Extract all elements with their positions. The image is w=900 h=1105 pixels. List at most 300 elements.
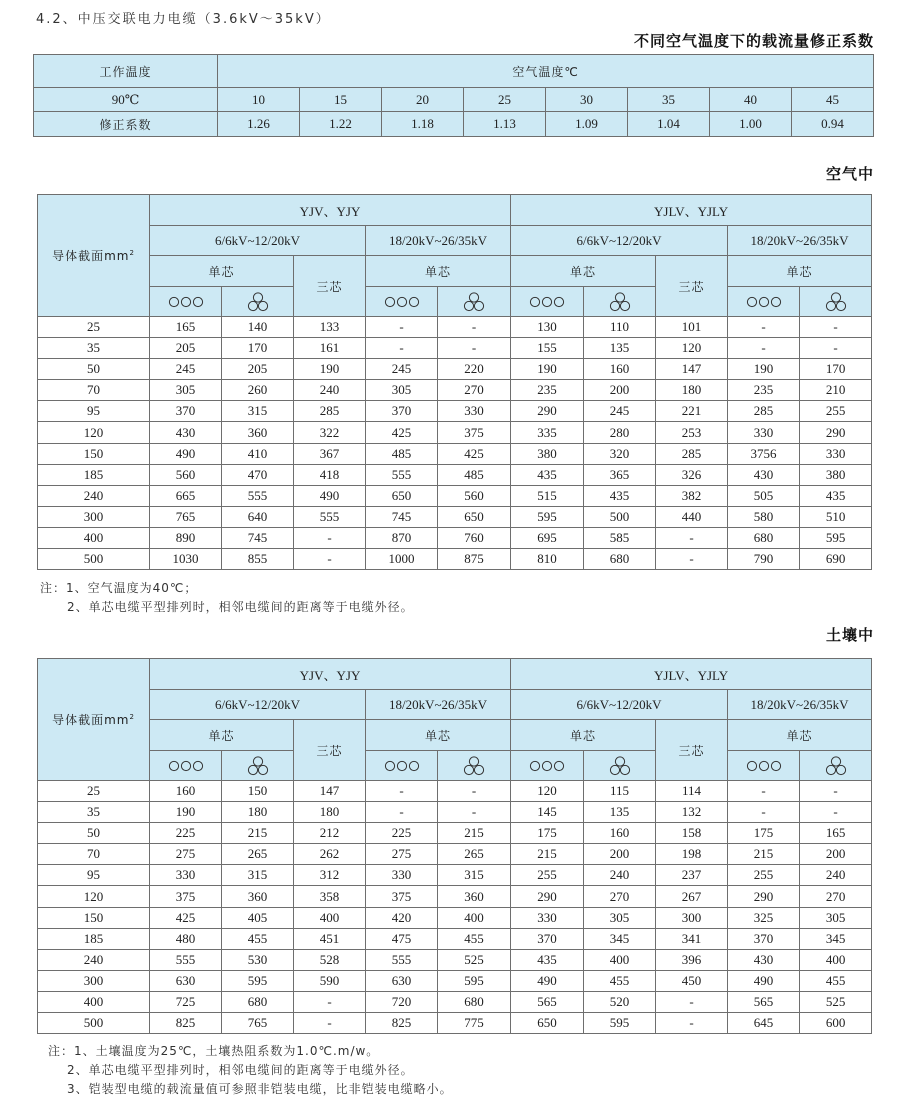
section-size-cell: 50: [38, 823, 150, 844]
ampacity-cell: -: [656, 1013, 728, 1034]
group-yjlv-header: YJLV、YJLY: [511, 659, 872, 690]
ampacity-cell: 190: [150, 802, 222, 823]
section-heading: 4.2、中压交联电力电缆（3.6kV～35kV）: [36, 12, 331, 27]
table-row: [38, 317, 872, 338]
section-size-cell: 500: [38, 1013, 150, 1034]
ampacity-cell: 315: [438, 865, 511, 886]
ampacity-cell: 435: [511, 464, 584, 485]
table-row: [38, 970, 872, 991]
note-line: 2、单芯电缆平型排列时，相邻电缆间的距离等于电缆外径。: [67, 1063, 414, 1077]
ampacity-cell: 650: [511, 1013, 584, 1034]
ampacity-cell: 175: [511, 823, 584, 844]
ampacity-cell: 221: [656, 401, 728, 422]
ampacity-cell: 245: [366, 359, 438, 380]
single-core-header: 单芯: [728, 256, 872, 287]
section-size-cell: 70: [38, 380, 150, 401]
ampacity-cell: -: [800, 338, 872, 359]
flat-arrangement-cell: [511, 751, 584, 781]
ampacity-cell: 425: [366, 422, 438, 443]
ampacity-cell: 135: [584, 802, 656, 823]
ampacity-cell: 875: [438, 549, 511, 570]
ampacity-cell: 175: [728, 823, 800, 844]
ampacity-cell: 215: [222, 823, 294, 844]
ampacity-cell: 267: [656, 886, 728, 907]
note-line: 注：1、土壤温度为25℃，土壤热阻系数为1.0℃.m/w。: [48, 1044, 380, 1058]
ampacity-cell: 262: [294, 844, 366, 865]
ampacity-cell: 120: [511, 781, 584, 802]
ampacity-cell: 235: [511, 380, 584, 401]
ampacity-cell: 101: [656, 317, 728, 338]
ampacity-cell: 180: [656, 380, 728, 401]
ampacity-cell: 490: [150, 443, 222, 464]
ampacity-cell: 240: [584, 865, 656, 886]
ampacity-cell: 305: [800, 907, 872, 928]
single-core-header: 单芯: [366, 256, 511, 287]
trefoil-arrangement-icon: [609, 292, 631, 312]
ampacity-cell: 765: [150, 506, 222, 527]
ampacity-cell: 375: [150, 886, 222, 907]
flat-arrangement-icon: [529, 296, 565, 308]
ampacity-cell: 440: [656, 506, 728, 527]
ampacity-cell: 435: [511, 949, 584, 970]
ampacity-cell: 720: [366, 991, 438, 1012]
ampacity-cell: 165: [800, 823, 872, 844]
ampacity-cell: 640: [222, 506, 294, 527]
ampacity-cell: -: [366, 338, 438, 359]
section-label: 导体截面mm: [52, 713, 130, 727]
ampacity-cell: 435: [800, 485, 872, 506]
ampacity-cell: 485: [366, 443, 438, 464]
single-core-header: 单芯: [511, 256, 656, 287]
ampacity-cell: 430: [728, 464, 800, 485]
ampacity-cell: 290: [800, 422, 872, 443]
ampacity-cell: 225: [150, 823, 222, 844]
section-label-sup: 2: [129, 249, 135, 257]
table-row: [38, 928, 872, 949]
ampacity-cell: 255: [800, 401, 872, 422]
voltage-range-header: 18/20kV~26/35kV: [366, 226, 511, 256]
ampacity-cell: 265: [438, 844, 511, 865]
temp-cell: 35: [628, 88, 710, 112]
ampacity-cell: -: [294, 1013, 366, 1034]
section-size-cell: 400: [38, 527, 150, 548]
ampacity-cell: 595: [800, 527, 872, 548]
ampacity-cell: 430: [728, 949, 800, 970]
ampacity-cell: 470: [222, 464, 294, 485]
ampacity-cell: 455: [438, 928, 511, 949]
ampacity-cell: 320: [584, 443, 656, 464]
ampacity-cell: 200: [800, 844, 872, 865]
ampacity-cell: 490: [294, 485, 366, 506]
section-size-cell: 300: [38, 506, 150, 527]
ampacity-cell: 290: [511, 401, 584, 422]
ampacity-cell: 290: [511, 886, 584, 907]
flat-arrangement-cell: [366, 751, 438, 781]
ampacity-cell: 525: [438, 949, 511, 970]
air-temp-label: 空气温度℃: [218, 55, 874, 88]
section-size-cell: 25: [38, 781, 150, 802]
ampacity-cell: -: [800, 802, 872, 823]
table-row: [38, 865, 872, 886]
ampacity-cell: 555: [150, 949, 222, 970]
ampacity-cell: 245: [584, 401, 656, 422]
ampacity-cell: 380: [800, 464, 872, 485]
group-yjv-header: YJV、YJY: [150, 659, 511, 690]
note-line: 注：1、空气温度为40℃；: [40, 581, 198, 595]
ampacity-cell: 555: [366, 464, 438, 485]
ampacity-cell: -: [438, 317, 511, 338]
ampacity-cell: 345: [584, 928, 656, 949]
single-core-header: 单芯: [150, 720, 294, 751]
section-label: 导体截面mm: [52, 249, 130, 263]
ampacity-cell: -: [294, 549, 366, 570]
soil-table-title: 土壤中: [825, 626, 874, 644]
ampacity-cell: 132: [656, 802, 728, 823]
ampacity-cell: 205: [222, 359, 294, 380]
ampacity-cell: 500: [584, 506, 656, 527]
ampacity-cell: 190: [294, 359, 366, 380]
ampacity-cell: 147: [656, 359, 728, 380]
ampacity-cell: 160: [584, 823, 656, 844]
ampacity-cell: 520: [584, 991, 656, 1012]
ampacity-cell: 1030: [150, 549, 222, 570]
ampacity-cell: 645: [728, 1013, 800, 1034]
ampacity-cell: 510: [800, 506, 872, 527]
voltage-range-header: 6/6kV~12/20kV: [150, 226, 366, 256]
ampacity-cell: 505: [728, 485, 800, 506]
section-size-cell: 185: [38, 928, 150, 949]
ampacity-cell: 155: [511, 338, 584, 359]
table-row: [38, 1013, 872, 1034]
group-yjv-header: YJV、YJY: [150, 195, 511, 226]
ampacity-cell: 165: [150, 317, 222, 338]
ampacity-cell: 365: [584, 464, 656, 485]
temp-cell: 15: [300, 88, 382, 112]
table-row: [38, 464, 872, 485]
ampacity-cell: 490: [728, 970, 800, 991]
section-size-cell: 120: [38, 886, 150, 907]
ampacity-cell: 240: [800, 865, 872, 886]
ampacity-cell: 400: [294, 907, 366, 928]
ampacity-cell: 585: [584, 527, 656, 548]
ampacity-cell: 330: [438, 401, 511, 422]
table-row: [38, 549, 872, 570]
ampacity-cell: 330: [366, 865, 438, 886]
ampacity-cell: 285: [294, 401, 366, 422]
ampacity-cell: 270: [438, 380, 511, 401]
ampacity-cell: 595: [584, 1013, 656, 1034]
ampacity-cell: 425: [150, 907, 222, 928]
trefoil-arrangement-cell: [800, 751, 872, 781]
ampacity-cell: 425: [438, 443, 511, 464]
section-size-cell: 70: [38, 844, 150, 865]
ampacity-cell: 330: [150, 865, 222, 886]
ampacity-cell: 326: [656, 464, 728, 485]
table-row: [38, 781, 872, 802]
ampacity-cell: 205: [150, 338, 222, 359]
trefoil-arrangement-icon: [825, 756, 847, 776]
ampacity-cell: 405: [222, 907, 294, 928]
section-size-cell: 240: [38, 485, 150, 506]
table-row: [38, 991, 872, 1012]
ampacity-cell: 322: [294, 422, 366, 443]
section-size-cell: 185: [38, 464, 150, 485]
ampacity-cell: 161: [294, 338, 366, 359]
ampacity-cell: 3756: [728, 443, 800, 464]
ampacity-cell: 160: [150, 781, 222, 802]
ampacity-cell: 745: [222, 527, 294, 548]
factor-cell: 1.26: [218, 112, 300, 137]
ampacity-cell: 158: [656, 823, 728, 844]
ampacity-cell: 245: [150, 359, 222, 380]
table-row: [38, 422, 872, 443]
ampacity-cell: -: [438, 781, 511, 802]
voltage-range-header: 18/20kV~26/35kV: [366, 690, 511, 720]
ampacity-cell: -: [366, 317, 438, 338]
ampacity-cell: 305: [584, 907, 656, 928]
ampacity-cell: 210: [800, 380, 872, 401]
single-core-header: 单芯: [511, 720, 656, 751]
flat-arrangement-icon: [746, 760, 782, 772]
ampacity-cell: 114: [656, 781, 728, 802]
ampacity-cell: 115: [584, 781, 656, 802]
table-row: [38, 907, 872, 928]
ampacity-cell: 480: [150, 928, 222, 949]
ampacity-cell: -: [800, 781, 872, 802]
trefoil-arrangement-icon: [463, 292, 485, 312]
ampacity-cell: -: [294, 527, 366, 548]
ampacity-cell: 725: [150, 991, 222, 1012]
factor-cell: 1.13: [464, 112, 546, 137]
ampacity-cell: 890: [150, 527, 222, 548]
section-size-cell: 50: [38, 359, 150, 380]
voltage-range-header: 6/6kV~12/20kV: [511, 226, 728, 256]
ampacity-cell: 400: [800, 949, 872, 970]
ampacity-cell: 370: [511, 928, 584, 949]
ampacity-cell: 215: [438, 823, 511, 844]
ampacity-cell: 190: [728, 359, 800, 380]
trefoil-arrangement-cell: [438, 751, 511, 781]
ampacity-cell: 180: [222, 802, 294, 823]
ampacity-cell: 375: [366, 886, 438, 907]
ampacity-cell: -: [728, 317, 800, 338]
ampacity-cell: 490: [511, 970, 584, 991]
ampacity-cell: 555: [366, 949, 438, 970]
factor-cell: 1.18: [382, 112, 464, 137]
ampacity-cell: 280: [584, 422, 656, 443]
temp-cell: 45: [792, 88, 874, 112]
table-row: [38, 823, 872, 844]
ampacity-cell: 305: [150, 380, 222, 401]
ampacity-cell: 451: [294, 928, 366, 949]
ampacity-cell: 150: [222, 781, 294, 802]
soil-notes: [40, 1042, 453, 1099]
ampacity-cell: -: [800, 317, 872, 338]
ampacity-cell: 680: [728, 527, 800, 548]
ampacity-cell: 515: [511, 485, 584, 506]
ampacity-cell: 560: [150, 464, 222, 485]
ampacity-cell: 275: [366, 844, 438, 865]
ampacity-cell: 825: [366, 1013, 438, 1034]
ampacity-cell: 360: [438, 886, 511, 907]
ampacity-cell: 360: [222, 422, 294, 443]
trefoil-arrangement-icon: [609, 756, 631, 776]
ampacity-cell: 315: [222, 865, 294, 886]
single-core-header: 单芯: [150, 256, 294, 287]
ampacity-cell: 212: [294, 823, 366, 844]
trefoil-arrangement-cell: [584, 287, 656, 317]
trefoil-arrangement-icon: [463, 756, 485, 776]
flat-arrangement-cell: [511, 287, 584, 317]
air-table-title: 空气中: [825, 165, 874, 183]
table-row: [38, 527, 872, 548]
ampacity-cell: 147: [294, 781, 366, 802]
ampacity-cell: 370: [728, 928, 800, 949]
note-line: 3、铠装型电缆的载流量值可参照非铠装电缆，比非铠装电缆略小。: [67, 1082, 453, 1096]
section-label-cell: [38, 195, 150, 317]
flat-arrangement-cell: [728, 287, 800, 317]
ampacity-cell: 695: [511, 527, 584, 548]
factor-cell: 0.94: [792, 112, 874, 137]
ampacity-cell: 400: [438, 907, 511, 928]
ampacity-cell: 360: [222, 886, 294, 907]
work-temp-value: 90℃: [34, 88, 218, 112]
ampacity-cell: -: [728, 802, 800, 823]
ampacity-cell: 375: [438, 422, 511, 443]
ampacity-cell: 255: [511, 865, 584, 886]
temp-cell: 30: [546, 88, 628, 112]
ampacity-cell: 235: [728, 380, 800, 401]
work-temp-label: 工作温度: [34, 55, 218, 88]
section-size-cell: 300: [38, 970, 150, 991]
ampacity-cell: -: [656, 549, 728, 570]
ampacity-cell: 595: [511, 506, 584, 527]
ampacity-cell: 135: [584, 338, 656, 359]
ampacity-cell: 260: [222, 380, 294, 401]
ampacity-cell: 170: [222, 338, 294, 359]
section-size-cell: 25: [38, 317, 150, 338]
trefoil-arrangement-icon: [247, 292, 269, 312]
ampacity-cell: 528: [294, 949, 366, 970]
single-core-header: 单芯: [366, 720, 511, 751]
ampacity-cell: 120: [656, 338, 728, 359]
ampacity-cell: 380: [511, 443, 584, 464]
table-row: [38, 506, 872, 527]
table-row: [38, 485, 872, 506]
ampacity-cell: 690: [800, 549, 872, 570]
flat-arrangement-cell: [150, 751, 222, 781]
ampacity-cell: 312: [294, 865, 366, 886]
trefoil-arrangement-icon: [825, 292, 847, 312]
ampacity-cell: 790: [728, 549, 800, 570]
factor-cell: 1.00: [710, 112, 792, 137]
ampacity-cell: 565: [511, 991, 584, 1012]
flat-arrangement-cell: [728, 751, 800, 781]
ampacity-cell: 665: [150, 485, 222, 506]
ampacity-cell: 450: [656, 970, 728, 991]
table-row: [38, 886, 872, 907]
voltage-range-header: 6/6kV~12/20kV: [150, 690, 366, 720]
ampacity-cell: 825: [150, 1013, 222, 1034]
ampacity-cell: 435: [584, 485, 656, 506]
ampacity-cell: 1000: [366, 549, 438, 570]
ampacity-cell: 215: [511, 844, 584, 865]
ampacity-cell: 130: [511, 317, 584, 338]
section-size-cell: 400: [38, 991, 150, 1012]
ampacity-cell: 430: [150, 422, 222, 443]
ampacity-cell: 775: [438, 1013, 511, 1034]
section-size-cell: 150: [38, 443, 150, 464]
three-core-header: 三芯: [656, 720, 728, 781]
ampacity-cell: 525: [800, 991, 872, 1012]
trefoil-arrangement-cell: [438, 287, 511, 317]
table-row: [38, 380, 872, 401]
ampacity-cell: 345: [800, 928, 872, 949]
ampacity-cell: 110: [584, 317, 656, 338]
factor-cell: 1.22: [300, 112, 382, 137]
ampacity-cell: 240: [294, 380, 366, 401]
air-ampacity-table: [37, 194, 872, 570]
ampacity-cell: 590: [294, 970, 366, 991]
section-size-cell: 120: [38, 422, 150, 443]
ampacity-cell: 680: [222, 991, 294, 1012]
ampacity-cell: 358: [294, 886, 366, 907]
ampacity-cell: 253: [656, 422, 728, 443]
ampacity-cell: 855: [222, 549, 294, 570]
temp-cell: 40: [710, 88, 792, 112]
trefoil-arrangement-cell: [222, 751, 294, 781]
factor-cell: 1.04: [628, 112, 710, 137]
ampacity-cell: 600: [800, 1013, 872, 1034]
ampacity-cell: 580: [728, 506, 800, 527]
table-row: [38, 802, 872, 823]
ampacity-cell: -: [728, 781, 800, 802]
flat-arrangement-icon: [168, 760, 204, 772]
ampacity-cell: 630: [150, 970, 222, 991]
ampacity-cell: 810: [511, 549, 584, 570]
ampacity-cell: -: [728, 338, 800, 359]
flat-arrangement-icon: [168, 296, 204, 308]
temp-cell: 20: [382, 88, 464, 112]
section-size-cell: 240: [38, 949, 150, 970]
ampacity-cell: -: [366, 802, 438, 823]
temp-cell: 25: [464, 88, 546, 112]
ampacity-cell: 530: [222, 949, 294, 970]
ampacity-cell: 630: [366, 970, 438, 991]
ampacity-cell: 560: [438, 485, 511, 506]
ampacity-cell: 220: [438, 359, 511, 380]
ampacity-cell: 285: [728, 401, 800, 422]
ampacity-cell: 760: [438, 527, 511, 548]
ampacity-cell: 330: [511, 907, 584, 928]
ampacity-cell: 370: [150, 401, 222, 422]
ampacity-cell: 315: [222, 401, 294, 422]
flat-arrangement-icon: [746, 296, 782, 308]
section-label-sup: 2: [129, 713, 135, 721]
section-size-cell: 95: [38, 401, 150, 422]
ampacity-cell: 200: [584, 844, 656, 865]
trefoil-arrangement-cell: [800, 287, 872, 317]
ampacity-cell: -: [294, 991, 366, 1012]
trefoil-arrangement-cell: [222, 287, 294, 317]
ampacity-cell: 305: [366, 380, 438, 401]
ampacity-cell: 140: [222, 317, 294, 338]
section-size-cell: 95: [38, 865, 150, 886]
ampacity-cell: -: [656, 527, 728, 548]
group-yjlv-header: YJLV、YJLY: [511, 195, 872, 226]
soil-ampacity-table: [37, 658, 872, 1034]
ampacity-cell: 455: [584, 970, 656, 991]
